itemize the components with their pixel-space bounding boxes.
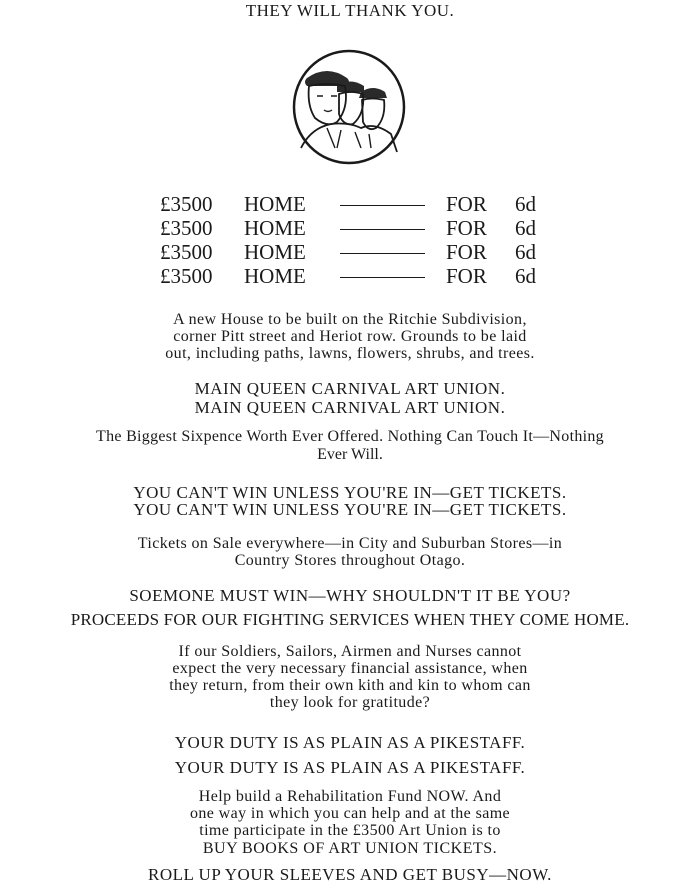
price-item: HOME xyxy=(244,192,306,216)
price-row xyxy=(0,218,700,242)
price-amount: £3500 xyxy=(160,264,213,288)
price-amount: £3500 xyxy=(160,240,213,264)
help-line: BUY BOOKS OF ART UNION TICKETS. xyxy=(202,840,498,857)
price-dash xyxy=(340,205,425,206)
price-value: 6d xyxy=(515,192,536,216)
someone-line: SOEMONE MUST WIN—WHY SHOULDN'T IT BE YOU? xyxy=(129,586,571,605)
rollup-line: ROLL UP YOUR SLEEVES AND GET BUSY—NOW. xyxy=(148,865,552,884)
price-amount: £3500 xyxy=(160,192,213,216)
price-item: HOME xyxy=(244,264,306,288)
duty-line: YOUR DUTY IS AS PLAIN AS A PIKESTAFF. xyxy=(174,758,526,777)
page-title: THEY WILL THANK YOU. xyxy=(245,1,455,20)
proceeds-line: PROCEEDS FOR OUR FIGHTING SERVICES WHEN THEY COME HOME. xyxy=(70,610,630,629)
soldiers-line: they return, from their own kith and kin to whom can xyxy=(169,677,531,694)
price-dash xyxy=(340,253,425,254)
price-row xyxy=(0,266,700,290)
price-for: FOR xyxy=(446,192,487,216)
three-servicemen-emblem xyxy=(291,48,407,166)
help-line: Help build a Rehabilitation Fund NOW. And xyxy=(198,788,502,805)
price-for: FOR xyxy=(446,240,487,264)
price-value: 6d xyxy=(515,216,536,240)
tickets-line: Country Stores throughout Otago. xyxy=(234,552,466,569)
house-description-line: A new House to be built on the Ritchie Subdivision, xyxy=(173,311,527,328)
price-value: 6d xyxy=(515,264,536,288)
price-item: HOME xyxy=(244,240,306,264)
price-dash xyxy=(340,229,425,230)
soldiers-line: If our Soldiers, Sailors, Airmen and Nurses cannot xyxy=(178,643,522,660)
price-value: 6d xyxy=(515,240,536,264)
duty-line: YOUR DUTY IS AS PLAIN AS A PIKESTAFF. xyxy=(174,733,526,752)
help-line: time participate in the £3500 Art Union is to xyxy=(199,822,501,839)
price-for: FOR xyxy=(446,216,487,240)
carnival-line: MAIN QUEEN CARNIVAL ART UNION. xyxy=(194,398,506,417)
win-line: YOU CAN'T WIN UNLESS YOU'RE IN—GET TICKETS. xyxy=(133,483,567,502)
price-dash xyxy=(340,277,425,278)
tickets-line: Tickets on Sale everywhere—in City and Suburban Stores—in xyxy=(137,535,563,552)
biggest-line: Ever Will. xyxy=(317,446,383,463)
carnival-line: MAIN QUEEN CARNIVAL ART UNION. xyxy=(194,379,506,398)
biggest-line: The Biggest Sixpence Worth Ever Offered. Nothing Can Touch It—Nothing xyxy=(96,428,604,445)
price-amount: £3500 xyxy=(160,216,213,240)
price-row xyxy=(0,242,700,266)
soldiers-line: expect the very necessary financial assistance, when xyxy=(172,660,528,677)
house-description-line: corner Pitt street and Heriot row. Grounds to be laid xyxy=(173,328,527,345)
house-description-line: out, including paths, lawns, flowers, shrubs, and trees. xyxy=(165,345,535,362)
win-line: YOU CAN'T WIN UNLESS YOU'RE IN—GET TICKETS. xyxy=(133,500,567,519)
soldiers-line: they look for gratitude? xyxy=(269,694,431,711)
price-row xyxy=(0,194,700,218)
help-line: one way in which you can help and at the same xyxy=(189,805,511,822)
price-item: HOME xyxy=(244,216,306,240)
price-for: FOR xyxy=(446,264,487,288)
